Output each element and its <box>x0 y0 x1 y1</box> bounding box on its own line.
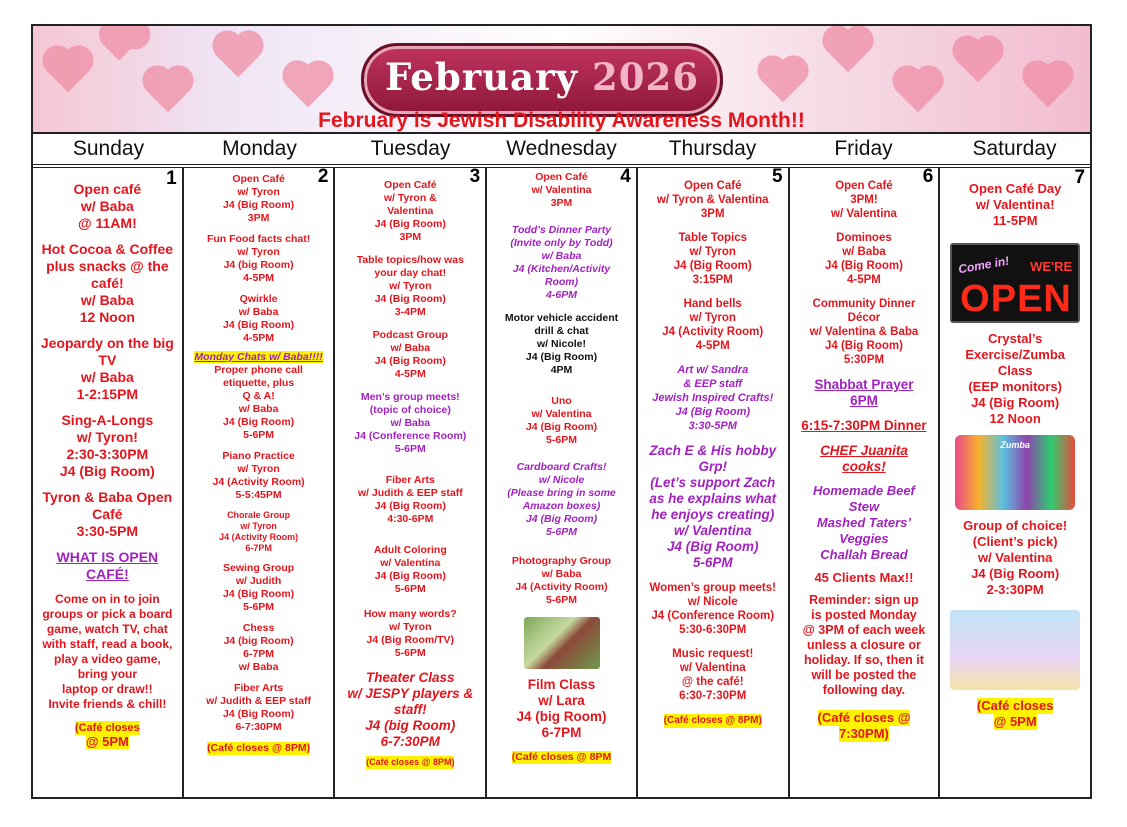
weekday-header <box>33 132 1090 168</box>
event: Sing-A-Longs w/ Tyron! 2:30-3:30PM J4 (Big Room) <box>59 412 155 479</box>
cafe-closes-note: (Café closes @ 5PM <box>976 698 1054 729</box>
day-cell-thursday <box>638 167 790 797</box>
weekday-thursday: Thursday <box>668 137 757 160</box>
event: Open Café w/ Tyron J4 (Big Room) 3PM <box>222 173 295 224</box>
banner <box>33 26 1090 132</box>
event: Adult Coloring w/ Valentina J4 (Big Room) 5-6PM <box>373 544 447 595</box>
calendar <box>31 24 1092 799</box>
day-number: 5 <box>772 167 783 187</box>
weekday-sunday: Sunday <box>72 137 145 160</box>
weekday-friday: Friday <box>834 137 893 160</box>
event: Hot Cocoa & Coffee plus snacks @ the café! w/ Baba 12 Noon <box>41 241 174 325</box>
day-number: 4 <box>620 167 631 187</box>
event: Sewing Group w/ Judith J4 (Big Room) 5-6PM <box>222 562 295 613</box>
event: Cardboard Crafts! w/ Nicole (Please bring in some Amazon boxes) J4 (Big Room) 5-6PM <box>507 461 616 538</box>
event: Community Dinner Décor w/ Valentina & Baba J4 (Big Room) 5:30PM <box>809 298 919 366</box>
event: Todd’s Dinner Party (Invite only by Todd) w/ Baba J4 (Kitchen/Activity Room) 4-6PM <box>510 224 613 301</box>
event: Fun Food facts chat! w/ Tyron J4 (big Room) 4-5PM <box>206 233 311 284</box>
event: Zach E & His hobby Grp! (Let’s support Zach as he explains what he enjoys creating) w/ Valentina J4 (Big Room) 5-6PM <box>649 443 777 570</box>
event: Women’s group meets! w/ Nicole J4 (Conference Room) 5:30-6:30PM <box>649 582 776 636</box>
heart-icon <box>762 60 804 102</box>
page-title: February 2026 <box>385 55 699 99</box>
event: Jeopardy on the big TV w/ Baba 1-2:15PM <box>40 335 174 402</box>
day-number: 6 <box>922 167 934 187</box>
event: How many words? w/ Tyron J4 (Big Room/TV) 5-6PM <box>363 608 457 659</box>
open-cafe-heading: WHAT IS OPEN CAFÉ! <box>56 549 159 582</box>
event: Open Café w/ Valentina 3PM <box>531 171 592 209</box>
event: Shabbat Prayer 6PM <box>814 377 914 408</box>
photo-image <box>524 617 600 669</box>
event: Open Café 3PM! w/ Valentina <box>831 180 897 220</box>
day-number: 7 <box>1074 167 1086 188</box>
event: 45 Clients Max!! <box>814 570 914 585</box>
kids-dancing-image <box>950 610 1080 690</box>
event-heading: Monday Chats w/ Baba!!!! <box>194 351 323 363</box>
event: Chorale Group w/ Tyron J4 (Activity Room) 6-7PM <box>219 510 299 553</box>
menu: Homemade Beef Stew Mashed Taters’ Veggies Challah Bread <box>813 483 915 562</box>
day-cell-tuesday <box>335 167 487 797</box>
cafe-closes-note: (Café closes @ 8PM) <box>207 742 311 754</box>
event: Men’s group meets! (topic of choice) w/ Baba J4 (Conference Room) 5-6PM <box>354 391 467 455</box>
weekday-tuesday: Tuesday <box>370 137 451 160</box>
heart-icon <box>47 50 89 92</box>
heart-icon <box>897 70 939 112</box>
event: Uno w/ Valentina J4 (Big Room) 5-6PM <box>525 395 598 446</box>
day-cell-saturday <box>940 167 1090 797</box>
event: Art w/ Sandra & EEP staff Jewish Inspired Crafts! J4 (Big Room) 3:30-5PM <box>652 364 774 432</box>
event: Podcast Group w/ Baba J4 (Big Room) 4-5PM <box>372 329 448 380</box>
event: 6:15-7:30PM Dinner <box>801 418 927 433</box>
event: Open Café w/ Tyron & Valentina 3PM <box>656 180 769 220</box>
event: Music request! w/ Valentina @ the café! 6:30-7:30PM <box>672 648 754 702</box>
event: Chess J4 (big Room) 6-7PM w/ Baba <box>223 622 294 673</box>
event: Fiber Arts w/ Judith & EEP staff J4 (Big Room) 6-7:30PM <box>206 682 311 733</box>
event: Proper phone call etiquette, plus Q & A! w/ Baba J4 (Big Room) 5-6PM <box>214 364 303 441</box>
weekday-monday: Monday <box>222 137 297 160</box>
event: Dominoes w/ Baba J4 (Big Room) 4-5PM <box>824 232 903 286</box>
subtitle: February is Jewish Disability Awareness Month!! <box>318 109 805 132</box>
day-cell-monday <box>184 167 336 797</box>
event: Theater Class w/ JESPY players & staff! J4 (big Room) 6-7:30PM <box>347 670 474 749</box>
event-description: Come on in to join groups or pick a board game, watch TV, chat with staff, read a book, play a video game, bring your laptop or draw!! Invite friends & chill! <box>42 592 173 711</box>
event: Crystal’s Exercise/Zumba Class (EEP monitors) J4 (Big Room) 12 Noon <box>965 331 1066 426</box>
cafe-closes-note: (Café closes @ 8PM) <box>366 757 455 767</box>
cafe-closes-note: (Café closes @ 8PM) <box>663 715 762 726</box>
event: Table topics/how was your day chat! w/ Tyron J4 (Big Room) 3-4PM <box>356 254 464 318</box>
event: Tyron & Baba Open Café 3:30-5PM <box>42 489 173 539</box>
cafe-closes-note: (Café closes @ 7:30PM) <box>817 710 911 741</box>
heart-icon <box>217 35 259 77</box>
event: Open Café w/ Tyron & Valentina J4 (Big Room) 3PM <box>374 179 446 243</box>
event: CHEF Juanita cooks! <box>820 443 908 474</box>
day-number: 1 <box>166 168 177 189</box>
week-row <box>33 167 1090 797</box>
event: Piano Practice w/ Tyron J4 (Activity Room) 5-5:45PM <box>212 450 305 501</box>
cafe-closes-note: (Café closes @ 5PM <box>74 722 140 749</box>
month-plaque <box>361 43 723 117</box>
event: Group of choice! (Client’s pick) w/ Valentina J4 (Big Room) 2-3:30PM <box>963 518 1068 597</box>
cafe-closes-note: (Café closes @ 8PM <box>511 751 612 763</box>
weekday-saturday: Saturday <box>972 137 1057 160</box>
heart-icon <box>957 40 999 82</box>
day-number: 3 <box>469 167 481 187</box>
heart-icon <box>1027 65 1069 107</box>
heart-icon <box>827 30 869 72</box>
open-sign-image: Come in! WE'RE OPEN <box>950 243 1080 323</box>
event: Table Topics w/ Tyron J4 (Big Room) 3:15PM <box>673 232 752 286</box>
event: Open Café Day w/ Valentina! 11-5PM <box>968 181 1062 228</box>
event: Open café w/ Baba @ 11AM! <box>73 181 142 231</box>
heart-icon <box>147 70 189 112</box>
event: Fiber Arts w/ Judith & EEP staff J4 (Big Room) 4:30-6PM <box>357 474 463 525</box>
zumba-dancers-image: Zumba <box>955 435 1075 510</box>
event: Qwirkle w/ Baba J4 (Big Room) 4-5PM <box>222 293 295 344</box>
event: Hand bells w/ Tyron J4 (Activity Room) 4-5PM <box>662 298 764 352</box>
event: Film Class w/ Lara J4 (big Room) 6-7PM <box>516 677 607 740</box>
day-cell-friday <box>790 167 941 797</box>
day-number: 2 <box>317 167 329 187</box>
heart-icon <box>103 29 134 60</box>
weekday-wednesday: Wednesday <box>506 137 617 160</box>
event: Motor vehicle accident drill & chat w/ Nicole! J4 (Big Room) 4PM <box>504 312 619 376</box>
event: Photography Group w/ Baba J4 (Activity Room) 5-6PM <box>511 555 612 606</box>
heart-icon <box>287 65 329 107</box>
reminder-note: Reminder: sign up is posted Monday @ 3PM of each week unless a closure or holiday. If so, then it will be posted the following day. <box>802 593 926 697</box>
day-cell-sunday <box>33 167 184 797</box>
day-cell-wednesday <box>487 167 638 797</box>
